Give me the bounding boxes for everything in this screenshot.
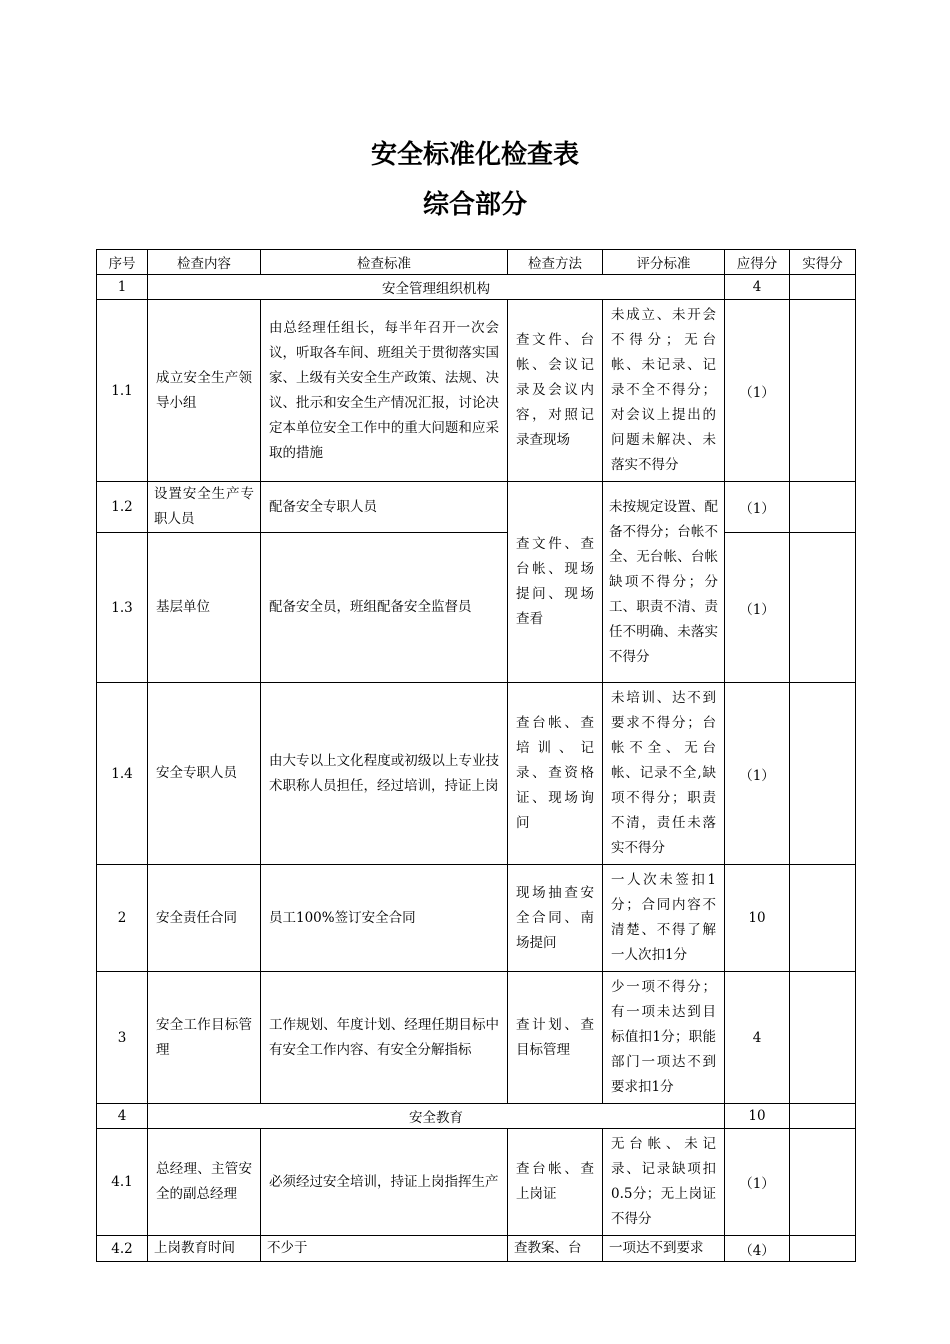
row-criteria: 未按规定设置、配备不得分；台帐不全、无台帐、台帐缺项不得分；分工、职责不清、责任不明确、未落实不得分 [603,482,725,683]
row-item: 安全专职人员 [148,683,261,865]
row-standard: 由总经理任组长，每半年召开一次会议，听取各车间、班组关于贯彻落实国家、上级有关安全生产政策、法规、决议、批示和安全生产情况汇报，讨论决定本单位安全工作中的重大问题和应采取的措施 [261,300,508,482]
header-item: 检查内容 [148,250,261,275]
row-actual [790,533,856,683]
row-method: 查计划、查目标管理 [508,972,603,1104]
row-score: （4） [725,1236,790,1262]
row-no: 4.1 [97,1129,148,1236]
row-criteria: 少一项不得分；有一项未达到目标值扣1分；职能部门一项达不到要求扣1分 [603,972,725,1104]
inspection-table [96,249,856,1262]
row-standard: 配备安全专职人员 [261,482,508,533]
table-row [97,972,856,1104]
row-item: 上岗教育时间 [148,1236,261,1262]
row-actual [790,972,856,1104]
row-item: 安全责任合同 [148,865,261,972]
row-actual [790,300,856,482]
row-no: 1 [97,275,148,300]
row-criteria: 一人次未签扣1分；合同内容不清楚、不得了解一人次扣1分 [603,865,725,972]
header-row [97,250,856,275]
row-score: （1） [725,1129,790,1236]
row-no: 1.1 [97,300,148,482]
row-no: 4 [97,1104,148,1129]
document-title: 安全标准化检查表 [370,140,579,170]
row-standard: 配备安全员，班组配备安全监督员 [261,533,508,683]
row-actual [790,1104,856,1129]
table-row [97,1236,856,1262]
row-actual [790,1129,856,1236]
section-row [97,275,856,300]
table-row [97,683,856,865]
table-row [97,300,856,482]
row-actual [790,683,856,865]
row-actual [790,1236,856,1262]
row-score: （1） [725,683,790,865]
row-item: 基层单位 [148,533,261,683]
row-score: （1） [725,482,790,533]
row-standard: 不少于 [261,1236,508,1262]
row-standard: 由大专以上文化程度或初级以上专业技术职称人员担任，经过培训，持证上岗 [261,683,508,865]
row-score: （1） [725,300,790,482]
header-criteria: 评分标准 [603,250,725,275]
row-method: 查教案、台 [508,1236,603,1262]
row-no: 1.2 [97,482,148,533]
row-no: 1.3 [97,533,148,683]
row-actual [790,865,856,972]
row-item: 总经理、主管安全的副总经理 [148,1129,261,1236]
row-criteria: 无台帐、未记录、记录缺项扣0.5分；无上岗证不得分 [603,1129,725,1236]
row-score: 4 [725,275,790,300]
row-item: 安全工作目标管理 [148,972,261,1104]
row-item: 成立安全生产领导小组 [148,300,261,482]
row-no: 1.4 [97,683,148,865]
header-no: 序号 [97,250,148,275]
row-criteria: 未培训、达不到要求不得分；台帐不全、无台帐、记录不全,缺项不得分；职责不清，责任未落实不得分 [603,683,725,865]
section-title: 安全管理组织机构 [148,275,725,300]
row-item: 设置安全生产专职人员 [148,482,261,533]
row-standard: 工作规划、年度计划、经理任期目标中有安全工作内容、有安全分解指标 [261,972,508,1104]
header-score: 应得分 [725,250,790,275]
table-row [97,482,856,533]
row-standard: 员工100%签订安全合同 [261,865,508,972]
row-method: 查文件、台帐、会议记录及会议内容，对照记录查现场 [508,300,603,482]
row-method: 查台帐、查上岗证 [508,1129,603,1236]
row-actual [790,275,856,300]
row-method: 现场抽查安全合同、南场提问 [508,865,603,972]
row-score: （1） [725,533,790,683]
row-score: 10 [725,1104,790,1129]
table-row [97,865,856,972]
document-subtitle: 综合部分 [422,190,527,220]
header-standard: 检查标准 [261,250,508,275]
row-method: 查文件、查台帐、现场提问、现场查看 [508,482,603,683]
row-method: 查台帐、查培训、记录、查资格证、现场询问 [508,683,603,865]
table-row [97,533,856,683]
row-no: 4.2 [97,1236,148,1262]
section-title: 安全教育 [148,1104,725,1129]
row-criteria: 未成立、未开会不得分；无台帐、未记录、记录不全不得分；对会议上提出的问题未解决、未落实不得分 [603,300,725,482]
section-row [97,1104,856,1129]
header-method: 检查方法 [508,250,603,275]
row-score: 4 [725,972,790,1104]
header-actual: 实得分 [790,250,856,275]
table-row [97,1129,856,1236]
row-score: 10 [725,865,790,972]
row-no: 3 [97,972,148,1104]
row-standard: 必须经过安全培训，持证上岗指挥生产 [261,1129,508,1236]
row-criteria: 一项达不到要求 [603,1236,725,1262]
row-no: 2 [97,865,148,972]
row-actual [790,482,856,533]
